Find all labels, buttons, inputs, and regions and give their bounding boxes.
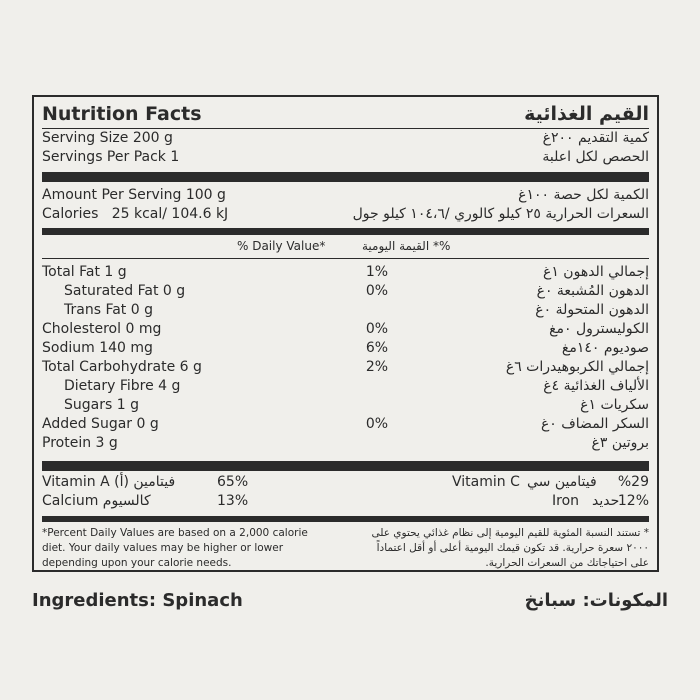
title-en: Nutrition Facts — [42, 103, 202, 125]
thick-divider — [42, 461, 649, 471]
serving-size-row — [42, 129, 649, 148]
serving-size-en: Serving Size 200 g — [42, 130, 173, 146]
nutrient-name-ar: إجمالي الدهون ١غ — [542, 264, 649, 280]
nutrient-row-saturated-fat — [42, 282, 649, 301]
footnote-en: *Percent Daily Values are based on a 2,000 calorie diet. Your daily values may be higher or lower depending upon your calorie needs. — [42, 527, 308, 569]
nutrient-row-sugars — [42, 396, 649, 415]
nutrient-name-en: Total Fat 1 g — [42, 264, 127, 280]
nutrient-row-protein — [42, 434, 649, 453]
nutrient-row-trans-fat — [42, 301, 649, 320]
nutrient-row-total-fat — [42, 263, 649, 282]
vitamin-c-label-ar: فيتامين سي — [527, 474, 597, 490]
nutrient-name-en: Added Sugar 0 g — [42, 416, 159, 432]
nutrient-row-total-carbohydrate — [42, 358, 649, 377]
nutrition-label — [32, 95, 659, 572]
nutrient-name-en: Total Carbohydrate 6 g — [42, 359, 202, 375]
nutrient-row-added-sugar — [42, 415, 649, 434]
thick-divider — [42, 228, 649, 235]
calories-row — [42, 205, 649, 224]
vitamin-row-2 — [42, 492, 649, 511]
nutrient-pct: 0% — [365, 416, 389, 432]
nutrient-name-ar: الكوليسترول ٠مغ — [549, 321, 649, 337]
title-ar: القيم الغذائية — [524, 103, 649, 125]
vitamin-a-pct: 65% — [217, 474, 249, 490]
nutrient-pct: 2% — [365, 359, 389, 375]
nutrient-row-sodium — [42, 339, 649, 358]
nutrient-name-ar: السكر المضاف ٠غ — [540, 416, 649, 432]
calcium-label: Calcium كالسيوم — [42, 493, 151, 509]
nutrient-pct: 0% — [365, 321, 389, 337]
nutrient-name-en: Cholesterol 0 mg — [42, 321, 162, 337]
nutrient-row-dietary-fibre — [42, 377, 649, 396]
amount-per-serving-row — [42, 186, 649, 205]
nutrient-pct: 0% — [365, 283, 389, 299]
iron-pct: 12% — [617, 493, 649, 509]
iron-label-ar: حديد — [592, 493, 620, 509]
vitamin-c-label: Vitamin C — [452, 474, 520, 490]
calories-en: Calories 25 kcal/ 104.6 kJ — [42, 206, 229, 222]
divider — [42, 258, 649, 259]
ingredients-en: Ingredients: Spinach — [32, 590, 243, 611]
thick-divider — [42, 516, 649, 522]
calories-ar: السعرات الحرارية ٢٥ كيلو كالوري /١٠٤،٦ كيلو جول — [352, 206, 649, 222]
nutrient-name-en: Sugars 1 g — [64, 397, 139, 413]
daily-value-ar: %* القيمة اليومية — [362, 239, 451, 253]
vitamin-row-1 — [42, 473, 649, 492]
serving-size-ar: كمية التقديم ٢٠٠غ — [542, 130, 649, 146]
amount-per-serving-en: Amount Per Serving 100 g — [42, 187, 226, 203]
nutrient-row-cholesterol — [42, 320, 649, 339]
daily-value-header — [42, 237, 649, 255]
nutrient-name-ar: الدهون المُشبعة ٠غ — [536, 283, 649, 299]
calcium-pct: 13% — [217, 493, 249, 509]
nutrient-pct: 1% — [365, 264, 389, 280]
nutrient-name-en: Protein 3 g — [42, 435, 118, 451]
thick-divider — [42, 172, 649, 182]
nutrient-name-en: Saturated Fat 0 g — [64, 283, 186, 299]
nutrient-name-en: Dietary Fibre 4 g — [64, 378, 181, 394]
nutrient-name-ar: بروتين ٣غ — [591, 435, 649, 451]
label-header — [42, 101, 649, 127]
vitamin-a-label: Vitamin A (أ) فيتامين — [42, 474, 176, 490]
servings-per-pack-ar: الحصص لكل اعلبة — [542, 149, 649, 165]
iron-label: Iron — [552, 493, 580, 509]
nutrient-name-en: Trans Fat 0 g — [64, 302, 153, 318]
nutrient-name-ar: صوديوم ١٤٠مغ — [561, 340, 649, 356]
nutrient-name-en: Sodium 140 mg — [42, 340, 153, 356]
servings-per-pack-en: Servings Per Pack 1 — [42, 149, 180, 165]
daily-value-en: % Daily Value* — [237, 239, 326, 253]
nutrient-name-ar: إجمالي الكربوهيدرات ٦غ — [505, 359, 649, 375]
nutrient-name-ar: الدهون المتحولة ٠غ — [535, 302, 649, 318]
footnote-ar: * تستند النسبة المئوية للقيم اليومية إلى نظام غذائي يحتوي على ٢٠٠٠ سعرة حرارية. قد تكون قيمك اليومية أعلى أو أقل اعتماداً على احتياجاتك من السعرات الحرارية. — [371, 527, 649, 569]
ingredients-ar: المكونات: سبانخ — [524, 590, 668, 611]
nutrient-name-ar: الألياف الغذائية ٤غ — [543, 378, 649, 394]
nutrient-pct: 6% — [365, 340, 389, 356]
nutrient-name-ar: سكريات ١غ — [580, 397, 649, 413]
vitamin-c-pct: %29 — [617, 474, 649, 490]
amount-per-serving-ar: الكمية لكل حصة ١٠٠غ — [518, 187, 649, 203]
servings-per-pack-row — [42, 148, 649, 167]
